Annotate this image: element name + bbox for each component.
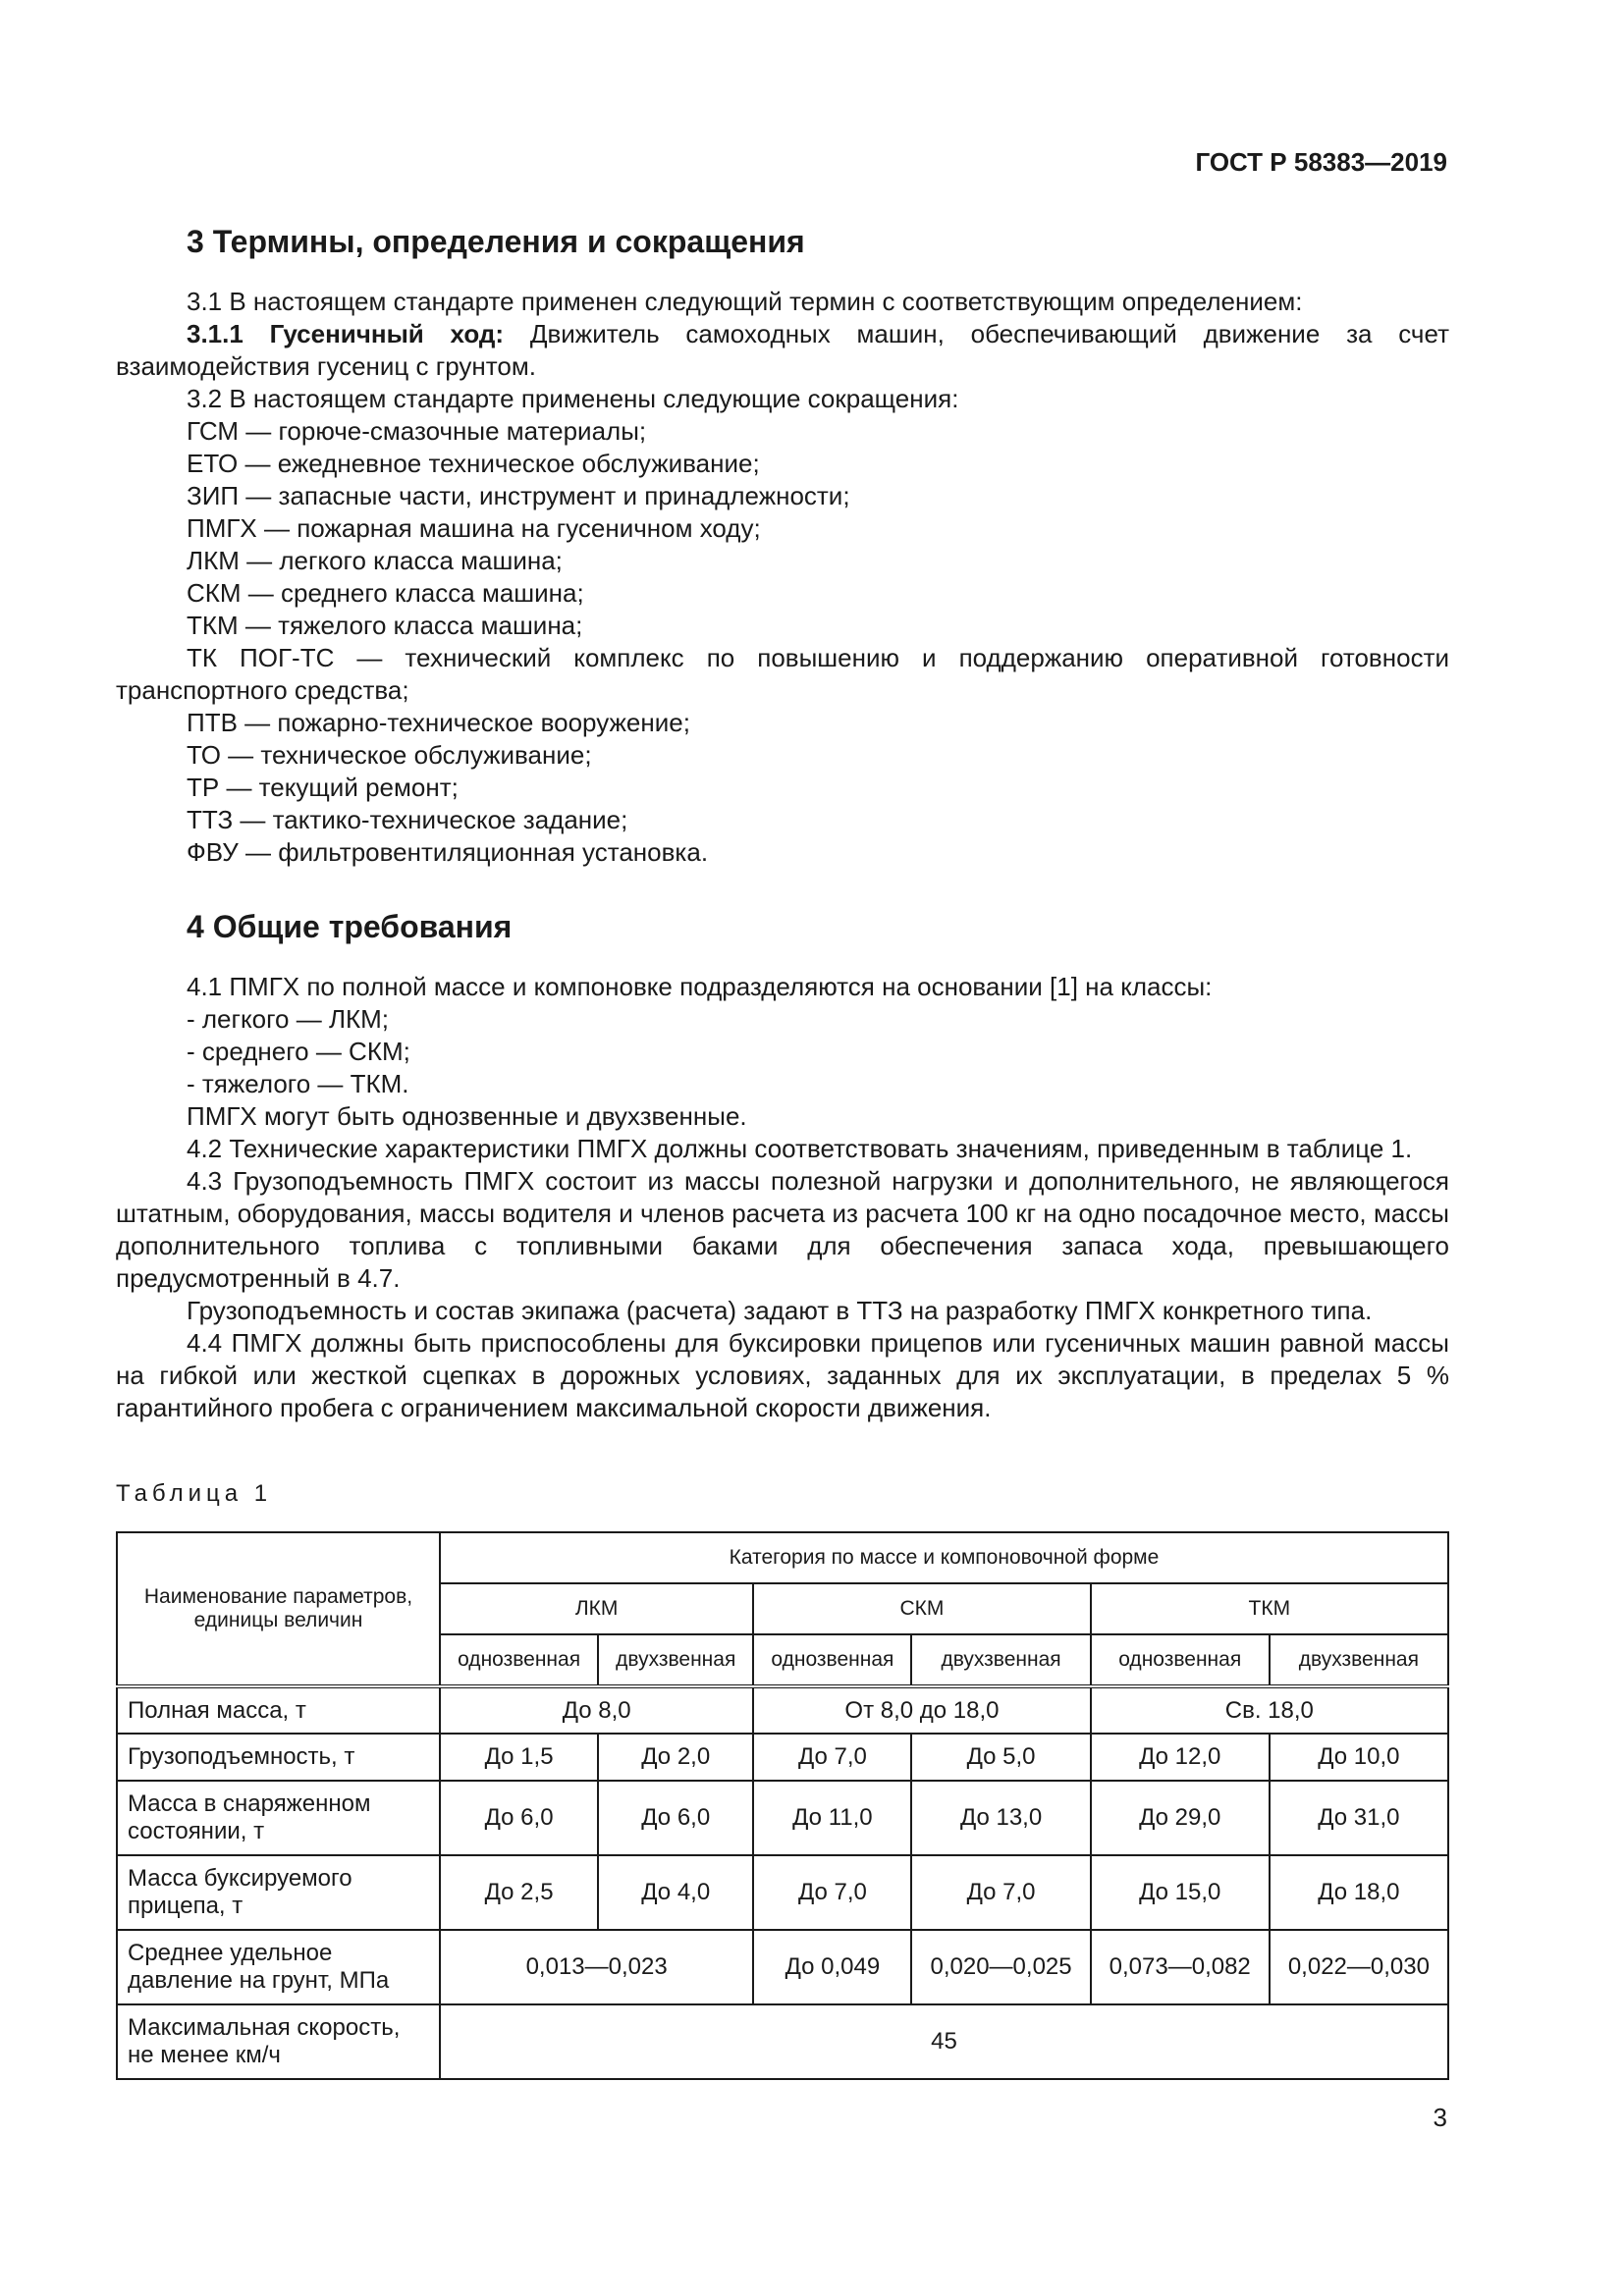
abbreviation-item: СКМ — среднего класса машина;	[187, 578, 584, 608]
section-4-body	[116, 971, 1449, 1424]
class-header-lkm: ЛКМ	[440, 1583, 753, 1634]
table-cell: До 0,049	[753, 1930, 911, 2004]
row-name: Масса в снаряженном состоянии, т	[117, 1781, 440, 1855]
abbreviation-item: ЗИП — запасные части, инструмент и принадлежности;	[187, 481, 850, 510]
table-cell: До 2,5	[440, 1855, 598, 1930]
term-definition: Движитель самоходных машин, обеспечивающий движение за счет взаимодействия гусениц с грунтом.	[116, 319, 1449, 381]
category-header: Категория по массе и компоновочной форме	[440, 1532, 1448, 1583]
table-row	[117, 1734, 1448, 1781]
table-cell: От 8,0 до 18,0	[753, 1686, 1090, 1734]
table-cell: До 18,0	[1270, 1855, 1448, 1930]
table-cell: 0,013—0,023	[440, 1930, 753, 2004]
table-row	[117, 1686, 1448, 1734]
abbreviation-item: ТР — текущий ремонт;	[187, 773, 459, 802]
table-row	[117, 1781, 1448, 1855]
table-cell: До 11,0	[753, 1781, 911, 1855]
table-cell: До 7,0	[753, 1734, 911, 1781]
paragraph-links: ПМГХ могут быть однозвенные и двухзвенные.	[187, 1101, 747, 1131]
section-4	[116, 909, 1449, 1424]
paragraph-4-4: 4.4 ПМГХ должны быть приспособлены для буксировки прицепов или гусеничных машин равной массы на гибкой или жесткой сцепках в дорожных условиях, заданных для их эксплуатации, в пределах 5 % гарантийного пробега с ограничением максимальной скорости движения.	[116, 1328, 1449, 1422]
section-3-title: 3 Термины, определения и сокращения	[187, 224, 805, 259]
abbreviation-item: ТО — техническое обслуживание;	[187, 740, 592, 770]
table-cell: До 13,0	[911, 1781, 1090, 1855]
paragraph-4-2: 4.2 Технические характеристики ПМГХ должны соответствовать значениям, приведенным в таблице 1.	[187, 1134, 1413, 1163]
table-cell: 0,073—0,082	[1091, 1930, 1270, 2004]
table-cell: До 12,0	[1091, 1734, 1270, 1781]
class-list-item: - тяжелого — ТКМ.	[187, 1069, 409, 1098]
section-4-title: 4 Общие требования	[187, 909, 513, 944]
paragraph-3-1-1	[116, 318, 1449, 383]
subtype-header: однозвенная	[753, 1634, 911, 1686]
row-name: Максимальная скорость, не менее км/ч	[117, 2004, 440, 2079]
table-cell: До 1,5	[440, 1734, 598, 1781]
table-cell: 0,022—0,030	[1270, 1930, 1448, 2004]
abbreviation-item: ПМГХ — пожарная машина на гусеничном ходу;	[187, 513, 761, 543]
page-number: 3	[1433, 2103, 1447, 2132]
table-cell: До 5,0	[911, 1734, 1090, 1781]
table-cell: До 8,0	[440, 1686, 753, 1734]
table-cell: До 7,0	[753, 1855, 911, 1930]
paragraph-crew: Грузоподъемность и состав экипажа (расчета) задают в ТТЗ на разработку ПМГХ конкретного типа.	[187, 1296, 1373, 1325]
abbreviation-item: ТТЗ — тактико-техническое задание;	[187, 805, 628, 834]
term-name: 3.1.1 Гусеничный ход:	[187, 319, 505, 348]
paragraph-4-3: 4.3 Грузоподъемность ПМГХ состоит из массы полезной нагрузки и дополнительного, не являющегося штатным, оборудования, массы водителя и членов расчета из расчета 100 кг на одно посадочное место, массы дополнительного топлива с топливными баками для обеспечения запаса хода, превышающего предусмотренный в 4.7.	[116, 1166, 1449, 1293]
class-header-skm: СКМ	[753, 1583, 1090, 1634]
paragraph-3-2: 3.2 В настоящем стандарте применены следующие сокращения:	[187, 384, 959, 413]
document-code: ГОСТ Р 58383—2019	[1195, 147, 1447, 177]
table-row	[117, 1930, 1448, 2004]
abbreviation-item: ПТВ — пожарно-техническое вооружение;	[187, 708, 690, 737]
subtype-header: однозвенная	[440, 1634, 598, 1686]
abbreviation-item: ТК ПОГ-ТС — технический комплекс по повышению и поддержанию оперативной готовности транспортного средства;	[116, 643, 1449, 705]
paragraph-4-1: 4.1 ПМГХ по полной массе и компоновке подразделяются на основании [1] на классы:	[187, 972, 1213, 1001]
subtype-header: двухзвенная	[911, 1634, 1090, 1686]
section-3	[116, 224, 1449, 869]
table-row	[117, 1855, 1448, 1930]
subtype-header: двухзвенная	[1270, 1634, 1448, 1686]
table-cell: До 7,0	[911, 1855, 1090, 1930]
table-cell: До 4,0	[598, 1855, 753, 1930]
parameters-table	[116, 1531, 1449, 2080]
table-cell: До 2,0	[598, 1734, 753, 1781]
abbreviation-item: ЛКМ — легкого класса машина;	[187, 546, 563, 575]
abbreviation-item: ФВУ — фильтровентиляционная установка.	[187, 837, 709, 867]
row-name: Масса буксируемого прицепа, т	[117, 1855, 440, 1930]
param-header: Наименование параметров, единицы величин	[117, 1532, 440, 1686]
table-cell: До 15,0	[1091, 1855, 1270, 1930]
table-cell: 45	[440, 2004, 1448, 2079]
section-3-body	[116, 286, 1449, 869]
abbreviation-item: ГСМ — горюче-смазочные материалы;	[187, 416, 647, 446]
row-name: Полная масса, т	[117, 1686, 440, 1734]
table-cell: До 10,0	[1270, 1734, 1448, 1781]
abbreviation-item: ТКМ — тяжелого класса машина;	[187, 611, 583, 640]
table-caption: Таблица 1	[116, 1480, 273, 1507]
paragraph-3-1: 3.1 В настоящем стандарте применен следующий термин с соответствующим определением:	[187, 287, 1303, 316]
table-cell: До 6,0	[598, 1781, 753, 1855]
table-cell: Св. 18,0	[1091, 1686, 1448, 1734]
class-list-item: - среднего — СКМ;	[187, 1037, 410, 1066]
class-header-tkm: ТКМ	[1091, 1583, 1448, 1634]
class-list-item: - легкого — ЛКМ;	[187, 1004, 390, 1034]
abbreviation-item: ЕТО — ежедневное техническое обслуживание;	[187, 449, 760, 478]
table-row	[117, 2004, 1448, 2079]
subtype-header: двухзвенная	[598, 1634, 753, 1686]
row-name: Грузоподъемность, т	[117, 1734, 440, 1781]
table-cell: До 6,0	[440, 1781, 598, 1855]
row-name: Среднее удельное давление на грунт, МПа	[117, 1930, 440, 2004]
table-cell: 0,020—0,025	[911, 1930, 1090, 2004]
table-cell: До 31,0	[1270, 1781, 1448, 1855]
subtype-header: однозвенная	[1091, 1634, 1270, 1686]
table-cell: До 29,0	[1091, 1781, 1270, 1855]
